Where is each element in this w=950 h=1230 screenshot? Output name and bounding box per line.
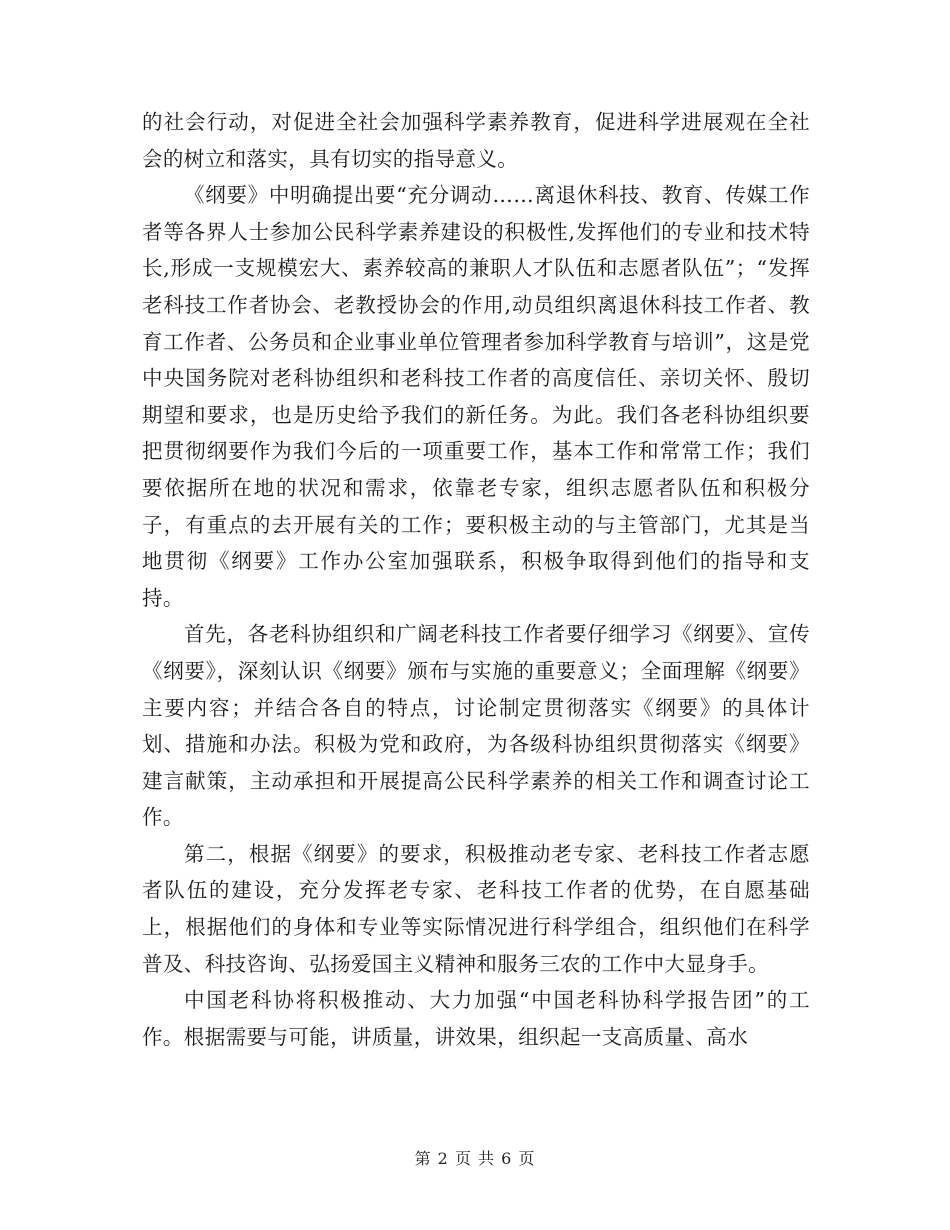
document-body [142, 104, 810, 1055]
paragraph-5: 中国老科协将积极推动、大力加强“中国老科协科学报告团”的工作。根据需要与可能，讲质量，讲效果，组织起一支高质量、高水 [142, 988, 810, 1049]
paragraph-4: 第二，根据《纲要》的要求，积极推动老专家、老科技工作者志愿者队伍的建设，充分发挥老专家、老科技工作者的优势，在自愿基础上，根据他们的身体和专业等实际情况进行科学组合，组织他们在科学普及、科技咨询、弘扬爱国主义精神和服务三农的工作中大显身手。 [142, 841, 810, 976]
page-footer [0, 1146, 950, 1169]
page-number: 第 2 页 共 6 页 [414, 1149, 536, 1168]
paragraph-2: 《纲要》中明确提出要“充分调动……离退休科技、教育、传媒工作者等各界人士参加公民科学素养建设的积极性,发挥他们的专业和技术特长,形成一支规模宏大、素养较高的兼职人才队伍和志愿者队伍”；“发挥老科技工作者协会、老教授协会的作用,动员组织离退休科技工作者、教育工作者、公务员和企业事业单位管理者参加科学教育与培训”，这是党中央国务院对老科协组织和老科技工作者的高度信任、亲切关怀、殷切期望和要求，也是历史给予我们的新任务。为此。我们各老科协组织要把贯彻纲要作为我们今后的一项重要工作，基本工作和常常工作；我们要依据所在地的状况和需求，依靠老专家，组织志愿者队伍和积极分子，有重点的去开展有关的工作；要积极主动的与主管部门，尤其是当地贯彻《纲要》工作办公室加强联系，积极争取得到他们的指导和支持。 [142, 183, 810, 610]
paragraph-3: 首先，各老科协组织和广阔老科技工作者要仔细学习《纲要》、宣传《纲要》，深刻认识《纲要》颁布与实施的重要意义；全面理解《纲要》主要内容；并结合各自的特点，讨论制定贯彻落实《纲要》的具体计划、措施和办法。积极为党和政府，为各级科协组织贯彻落实《纲要》建言献策，主动承担和开展提高公民科学素养的相关工作和调查讨论工作。 [142, 622, 810, 830]
paragraph-1: 的社会行动，对促进全社会加强科学素养教育，促进科学进展观在全社会的树立和落实，具有切实的指导意义。 [142, 110, 810, 171]
